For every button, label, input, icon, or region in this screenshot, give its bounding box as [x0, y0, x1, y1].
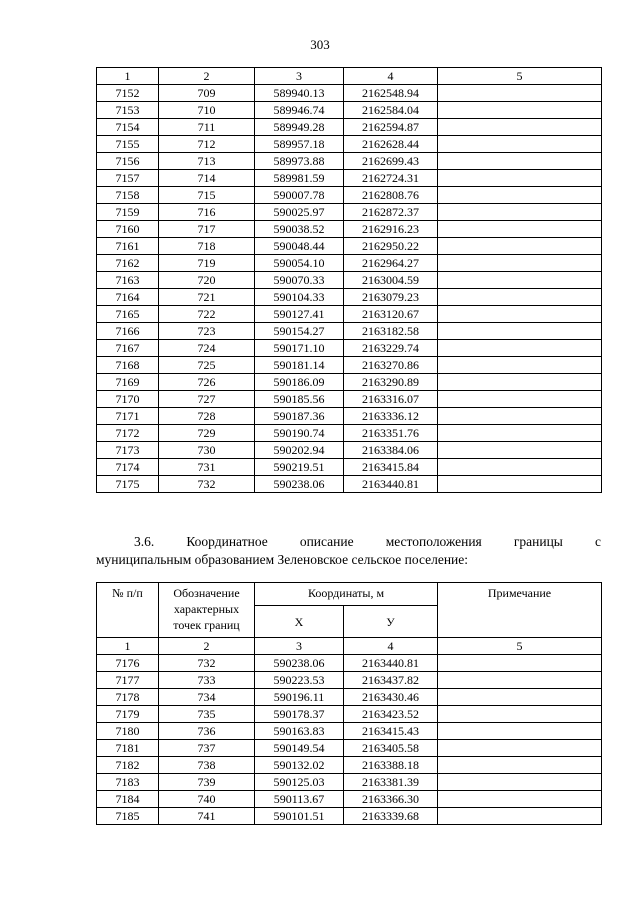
point-id: 7161 — [97, 238, 159, 255]
boundary-point: 741 — [159, 808, 255, 825]
note — [438, 85, 602, 102]
table-row — [97, 706, 602, 723]
coord-y: 2162916.23 — [344, 221, 438, 238]
coordinates-table-zelenovskoe — [96, 582, 602, 825]
coord-y: 2163120.67 — [344, 306, 438, 323]
boundary-point: 709 — [159, 85, 255, 102]
note — [438, 238, 602, 255]
boundary-point: 739 — [159, 774, 255, 791]
coord-x: 590196.11 — [255, 689, 344, 706]
column-number: 4 — [344, 68, 438, 85]
boundary-point: 717 — [159, 221, 255, 238]
coord-x: 590154.27 — [255, 323, 344, 340]
table-row — [97, 238, 602, 255]
point-id: 7168 — [97, 357, 159, 374]
table-row — [97, 187, 602, 204]
point-id: 7162 — [97, 255, 159, 272]
coord-y: 2163366.30 — [344, 791, 438, 808]
coord-y: 2162594.87 — [344, 119, 438, 136]
coord-y: 2163270.86 — [344, 357, 438, 374]
coord-x: 589940.13 — [255, 85, 344, 102]
table-row — [97, 85, 602, 102]
coord-x: 590048.44 — [255, 238, 344, 255]
boundary-point: 728 — [159, 408, 255, 425]
note — [438, 136, 602, 153]
note — [438, 476, 602, 493]
point-id: 7167 — [97, 340, 159, 357]
point-id: 7169 — [97, 374, 159, 391]
column-number: 5 — [438, 68, 602, 85]
column-number-row — [97, 68, 602, 85]
point-id: 7180 — [97, 723, 159, 740]
column-number: 5 — [438, 638, 602, 655]
point-id: 7184 — [97, 791, 159, 808]
boundary-point: 732 — [159, 476, 255, 493]
coordinates-table-continued — [96, 67, 602, 493]
coord-y: 2163290.89 — [344, 374, 438, 391]
table-row — [97, 459, 602, 476]
boundary-point: 736 — [159, 723, 255, 740]
boundary-point: 719 — [159, 255, 255, 272]
coord-x: 590127.41 — [255, 306, 344, 323]
table-row — [97, 204, 602, 221]
section-word: Координатное — [186, 534, 268, 549]
note — [438, 221, 602, 238]
coord-y: 2163229.74 — [344, 340, 438, 357]
note — [438, 706, 602, 723]
coord-x: 590113.67 — [255, 791, 344, 808]
point-id: 7166 — [97, 323, 159, 340]
note — [438, 102, 602, 119]
header-note: Примечание — [438, 583, 602, 638]
table-row — [97, 442, 602, 459]
table-row — [97, 323, 602, 340]
page-number: 303 — [310, 37, 330, 52]
coord-y: 2163423.52 — [344, 706, 438, 723]
point-id: 7181 — [97, 740, 159, 757]
coord-y: 2163388.18 — [344, 757, 438, 774]
table-row — [97, 272, 602, 289]
coord-y: 2163430.46 — [344, 689, 438, 706]
coord-y: 2162584.04 — [344, 102, 438, 119]
coord-y: 2163004.59 — [344, 272, 438, 289]
note — [438, 425, 602, 442]
coord-x: 590185.56 — [255, 391, 344, 408]
header-point: Обозначение характерных точек границ — [159, 583, 255, 638]
table-row — [97, 306, 602, 323]
boundary-point: 729 — [159, 425, 255, 442]
boundary-point: 711 — [159, 119, 255, 136]
header-num: № п/п — [97, 583, 159, 638]
coord-y: 2163381.39 — [344, 774, 438, 791]
note — [438, 723, 602, 740]
coord-x: 590125.03 — [255, 774, 344, 791]
note — [438, 323, 602, 340]
header-coordinates: Координаты, м — [255, 583, 438, 606]
note — [438, 774, 602, 791]
coord-y: 2163437.82 — [344, 672, 438, 689]
note — [438, 306, 602, 323]
coord-x: 590038.52 — [255, 221, 344, 238]
table-row — [97, 689, 602, 706]
column-number: 2 — [159, 638, 255, 655]
note — [438, 408, 602, 425]
table-row — [97, 808, 602, 825]
note — [438, 791, 602, 808]
point-id: 7175 — [97, 476, 159, 493]
boundary-point: 714 — [159, 170, 255, 187]
table-row — [97, 289, 602, 306]
note — [438, 204, 602, 221]
table-row — [97, 136, 602, 153]
column-number: 3 — [255, 638, 344, 655]
note — [438, 459, 602, 476]
section-word: границы — [513, 534, 563, 549]
table-row — [97, 102, 602, 119]
boundary-point: 737 — [159, 740, 255, 757]
note — [438, 391, 602, 408]
section-word: с — [594, 534, 601, 549]
coord-y: 2163336.12 — [344, 408, 438, 425]
header-y: У — [344, 606, 438, 638]
coord-x: 589973.88 — [255, 153, 344, 170]
boundary-point: 713 — [159, 153, 255, 170]
coord-x: 590132.02 — [255, 757, 344, 774]
coord-y: 2163079.23 — [344, 289, 438, 306]
coord-x: 590104.33 — [255, 289, 344, 306]
coord-y: 2163384.06 — [344, 442, 438, 459]
column-number: 2 — [159, 68, 255, 85]
point-id: 7153 — [97, 102, 159, 119]
table-row — [97, 374, 602, 391]
boundary-point: 735 — [159, 706, 255, 723]
coord-x: 590181.14 — [255, 357, 344, 374]
table-row — [97, 425, 602, 442]
point-id: 7152 — [97, 85, 159, 102]
note — [438, 442, 602, 459]
coord-x: 590070.33 — [255, 272, 344, 289]
coord-y: 2163415.43 — [344, 723, 438, 740]
section-heading-line1 — [96, 533, 601, 551]
point-id: 7171 — [97, 408, 159, 425]
note — [438, 289, 602, 306]
column-number: 1 — [97, 68, 159, 85]
point-id: 7178 — [97, 689, 159, 706]
note — [438, 689, 602, 706]
section-word: описание — [299, 534, 354, 549]
boundary-point: 726 — [159, 374, 255, 391]
boundary-point: 724 — [159, 340, 255, 357]
note — [438, 757, 602, 774]
coord-x: 590238.06 — [255, 655, 344, 672]
table-row — [97, 153, 602, 170]
boundary-point: 723 — [159, 323, 255, 340]
coord-y: 2163405.58 — [344, 740, 438, 757]
point-id: 7177 — [97, 672, 159, 689]
table-row — [97, 340, 602, 357]
point-id: 7156 — [97, 153, 159, 170]
point-id: 7176 — [97, 655, 159, 672]
table-row — [97, 391, 602, 408]
point-id: 7163 — [97, 272, 159, 289]
coord-x: 590054.10 — [255, 255, 344, 272]
coord-x: 590190.74 — [255, 425, 344, 442]
boundary-point: 716 — [159, 204, 255, 221]
coord-x: 590149.54 — [255, 740, 344, 757]
table-row — [97, 255, 602, 272]
note — [438, 357, 602, 374]
note — [438, 272, 602, 289]
section-heading-line2: муниципальным образованием Зеленовское сельское поселение: — [96, 552, 469, 567]
table-header-row — [97, 583, 602, 606]
coord-y: 2163316.07 — [344, 391, 438, 408]
boundary-point: 734 — [159, 689, 255, 706]
boundary-point: 720 — [159, 272, 255, 289]
note — [438, 340, 602, 357]
table-row — [97, 221, 602, 238]
table-row — [97, 119, 602, 136]
coord-x: 590186.09 — [255, 374, 344, 391]
column-number: 3 — [255, 68, 344, 85]
boundary-point: 733 — [159, 672, 255, 689]
coord-x: 590101.51 — [255, 808, 344, 825]
point-id: 7185 — [97, 808, 159, 825]
note — [438, 170, 602, 187]
table-row — [97, 170, 602, 187]
point-id: 7179 — [97, 706, 159, 723]
boundary-point: 732 — [159, 655, 255, 672]
coord-y: 2163339.68 — [344, 808, 438, 825]
coord-x: 590238.06 — [255, 476, 344, 493]
note — [438, 255, 602, 272]
coord-y: 2162964.27 — [344, 255, 438, 272]
table-row — [97, 740, 602, 757]
coord-x: 589981.59 — [255, 170, 344, 187]
boundary-point: 715 — [159, 187, 255, 204]
coord-y: 2163440.81 — [344, 476, 438, 493]
point-id: 7160 — [97, 221, 159, 238]
point-id: 7183 — [97, 774, 159, 791]
note — [438, 153, 602, 170]
boundary-point: 710 — [159, 102, 255, 119]
column-number: 1 — [97, 638, 159, 655]
table-row — [97, 723, 602, 740]
point-id: 7174 — [97, 459, 159, 476]
boundary-point: 721 — [159, 289, 255, 306]
point-id: 7173 — [97, 442, 159, 459]
boundary-point: 730 — [159, 442, 255, 459]
table-row — [97, 757, 602, 774]
coord-y: 2162724.31 — [344, 170, 438, 187]
point-id: 7182 — [97, 757, 159, 774]
coord-x: 590171.10 — [255, 340, 344, 357]
coord-x: 590025.97 — [255, 204, 344, 221]
boundary-point: 731 — [159, 459, 255, 476]
coord-x: 590163.83 — [255, 723, 344, 740]
section-number: 3.6. — [134, 534, 155, 549]
coord-y: 2162950.22 — [344, 238, 438, 255]
coord-x: 589957.18 — [255, 136, 344, 153]
table-row — [97, 774, 602, 791]
coord-y: 2163351.76 — [344, 425, 438, 442]
table-row — [97, 655, 602, 672]
point-id: 7157 — [97, 170, 159, 187]
note — [438, 808, 602, 825]
coord-x: 589949.28 — [255, 119, 344, 136]
boundary-point: 722 — [159, 306, 255, 323]
boundary-point: 740 — [159, 791, 255, 808]
note — [438, 374, 602, 391]
section-heading — [96, 533, 601, 569]
note — [438, 655, 602, 672]
point-id: 7159 — [97, 204, 159, 221]
coord-y: 2162808.76 — [344, 187, 438, 204]
point-id: 7165 — [97, 306, 159, 323]
coord-y: 2163182.58 — [344, 323, 438, 340]
table-row — [97, 672, 602, 689]
coord-y: 2163440.81 — [344, 655, 438, 672]
coord-x: 590223.53 — [255, 672, 344, 689]
coord-y: 2162872.37 — [344, 204, 438, 221]
table-row — [97, 357, 602, 374]
coord-x: 590007.78 — [255, 187, 344, 204]
note — [438, 187, 602, 204]
note — [438, 672, 602, 689]
point-id: 7154 — [97, 119, 159, 136]
coord-x: 589946.74 — [255, 102, 344, 119]
boundary-point: 727 — [159, 391, 255, 408]
point-id: 7170 — [97, 391, 159, 408]
note — [438, 740, 602, 757]
point-id: 7172 — [97, 425, 159, 442]
boundary-point: 725 — [159, 357, 255, 374]
note — [438, 119, 602, 136]
header-x: X — [255, 606, 344, 638]
table-row — [97, 408, 602, 425]
coord-x: 590219.51 — [255, 459, 344, 476]
boundary-point: 718 — [159, 238, 255, 255]
boundary-point: 712 — [159, 136, 255, 153]
coord-x: 590187.36 — [255, 408, 344, 425]
point-id: 7164 — [97, 289, 159, 306]
coord-y: 2163415.84 — [344, 459, 438, 476]
coord-y: 2162628.44 — [344, 136, 438, 153]
column-number-row — [97, 638, 602, 655]
point-id: 7155 — [97, 136, 159, 153]
coord-x: 590202.94 — [255, 442, 344, 459]
coord-x: 590178.37 — [255, 706, 344, 723]
section-word: местоположения — [385, 534, 482, 549]
coord-y: 2162548.94 — [344, 85, 438, 102]
table-row — [97, 791, 602, 808]
point-id: 7158 — [97, 187, 159, 204]
coord-y: 2162699.43 — [344, 153, 438, 170]
boundary-point: 738 — [159, 757, 255, 774]
table-row — [97, 476, 602, 493]
column-number: 4 — [344, 638, 438, 655]
